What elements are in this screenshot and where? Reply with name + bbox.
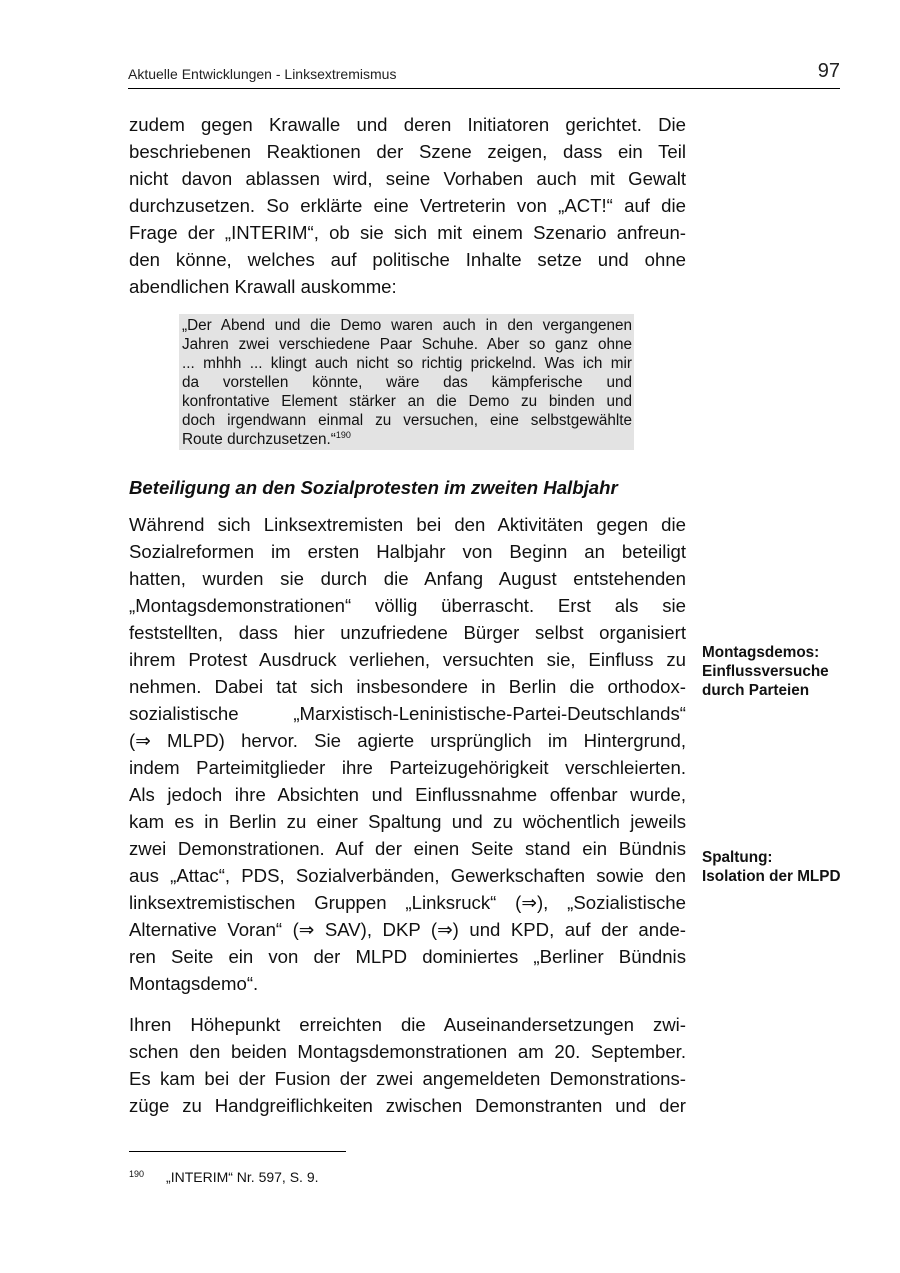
paragraph-1 bbox=[129, 111, 686, 300]
text-line: linksextremistischen Gruppen „Linksruck“ (⇒), „Sozialistische bbox=[129, 892, 686, 913]
text-line: aus „Attac“, PDS, Sozialverbänden, Gewerkschaften sowie den bbox=[129, 865, 686, 886]
text-line: Frage der „INTERIM“, ob sie sich mit einem Szenario anfreun- bbox=[129, 222, 686, 243]
running-header bbox=[128, 60, 840, 89]
paragraph-2 bbox=[129, 511, 686, 997]
page-number: 97 bbox=[817, 60, 840, 82]
paragraph-3 bbox=[129, 1011, 686, 1119]
text-line: durchzusetzen. So erklärte eine Vertreterin von „ACT!“ auf die bbox=[129, 195, 686, 216]
text-line: „Montagsdemonstrationen“ völlig überrascht. Erst als sie bbox=[129, 595, 686, 616]
text-line: sozialistische „Marxistisch-Leninistische-Partei-Deutschlands“ bbox=[129, 703, 686, 724]
quote-line: Jahren zwei verschiedene Paar Schuhe. Aber so ganz ohne bbox=[182, 336, 632, 353]
text-line: nehmen. Dabei tat sich insbesondere in Berlin die orthodox- bbox=[129, 676, 686, 697]
text-line: Montagsdemo“. bbox=[129, 973, 259, 994]
text-line: Ihren Höhepunkt erreichten die Auseinandersetzungen zwi- bbox=[129, 1014, 686, 1035]
text-line: Es kam bei der Fusion der zwei angemeldeten Demonstrations- bbox=[129, 1068, 686, 1089]
footnote-reference[interactable]: 190 bbox=[335, 430, 351, 440]
text-line: ren Seite ein von der MLPD dominiertes „Berliner Bündnis bbox=[129, 946, 686, 967]
quote-line: da vorstellen könnte, wäre das kämpferische und bbox=[182, 374, 632, 391]
footnote-divider bbox=[129, 1151, 346, 1152]
text-line: feststellten, dass hier unzufriedene Bürger selbst organisiert bbox=[129, 622, 686, 643]
margin-note-spaltung: Spaltung: Isolation der MLPD bbox=[702, 849, 841, 885]
text-line: Als jedoch ihre Absichten und Einflussnahme offenbar wurde, bbox=[129, 784, 686, 805]
quote-line: doch irgendwann einmal zu versuchen, eine selbstgewählte bbox=[182, 412, 632, 429]
quote-line: konfrontative Element stärker an die Demo zu binden und bbox=[182, 393, 632, 410]
margin-note-montagsdemos: Montagsdemos: Einflussversuche durch Parteien bbox=[702, 644, 829, 699]
text-line: Sozialreformen im ersten Halbjahr von Beginn an beteiligt bbox=[129, 541, 686, 562]
text-line: Alternative Voran“ (⇒ SAV), DKP (⇒) und KPD, auf der ande- bbox=[129, 919, 686, 940]
text-line: kam es in Berlin zu einer Spaltung und zu wöchentlich jeweils bbox=[129, 811, 686, 832]
text-line: indem Parteimitglieder ihre Parteizugehörigkeit verschleierten. bbox=[129, 757, 686, 778]
quote-line: ... mhhh ... klingt auch nicht so richtig prickelnd. Was ich mir bbox=[182, 355, 632, 372]
text-line: beschriebenen Reaktionen der Szene zeigen, dass ein Teil bbox=[129, 141, 686, 162]
text-line: zudem gegen Krawalle und deren Initiatoren gerichtet. Die bbox=[129, 114, 686, 135]
footnote bbox=[129, 1164, 319, 1187]
block-quote bbox=[179, 314, 634, 450]
text-line: Während sich Linksextremisten bei den Aktivitäten gegen die bbox=[129, 514, 686, 535]
quote-last-line bbox=[182, 430, 632, 449]
quote-line: Route durchzusetzen.“ bbox=[182, 431, 336, 448]
text-line: abendlichen Krawall auskomme: bbox=[129, 276, 397, 297]
footnote-number: 190 bbox=[129, 1169, 145, 1179]
running-title: Aktuelle Entwicklungen - Linksextremismus bbox=[128, 66, 397, 82]
text-line: (⇒ MLPD) hervor. Sie agierte ursprünglich im Hintergrund, bbox=[129, 730, 686, 751]
text-line: hatten, wurden sie durch die Anfang August entstehenden bbox=[129, 568, 686, 589]
text-line: ihrem Protest Ausdruck verliehen, versuchten sie, Einfluss zu bbox=[129, 649, 686, 670]
quote-line: „Der Abend und die Demo waren auch in den vergangenen bbox=[182, 317, 632, 334]
footnote-text: „INTERIM“ Nr. 597, S. 9. bbox=[166, 1169, 319, 1185]
text-line: schen den beiden Montagsdemonstrationen am 20. September. bbox=[129, 1041, 686, 1062]
text-line: zwei Demonstrationen. Auf der einen Seite stand ein Bündnis bbox=[129, 838, 686, 859]
text-line: züge zu Handgreiflichkeiten zwischen Demonstranten und der bbox=[129, 1095, 686, 1116]
text-line: nicht davon ablassen wird, seine Vorhaben auch mit Gewalt bbox=[129, 168, 686, 189]
text-line: den könne, welches auf politische Inhalte setze und ohne bbox=[129, 249, 686, 270]
section-heading: Beteiligung an den Sozialprotesten im zweiten Halbjahr bbox=[129, 477, 618, 498]
